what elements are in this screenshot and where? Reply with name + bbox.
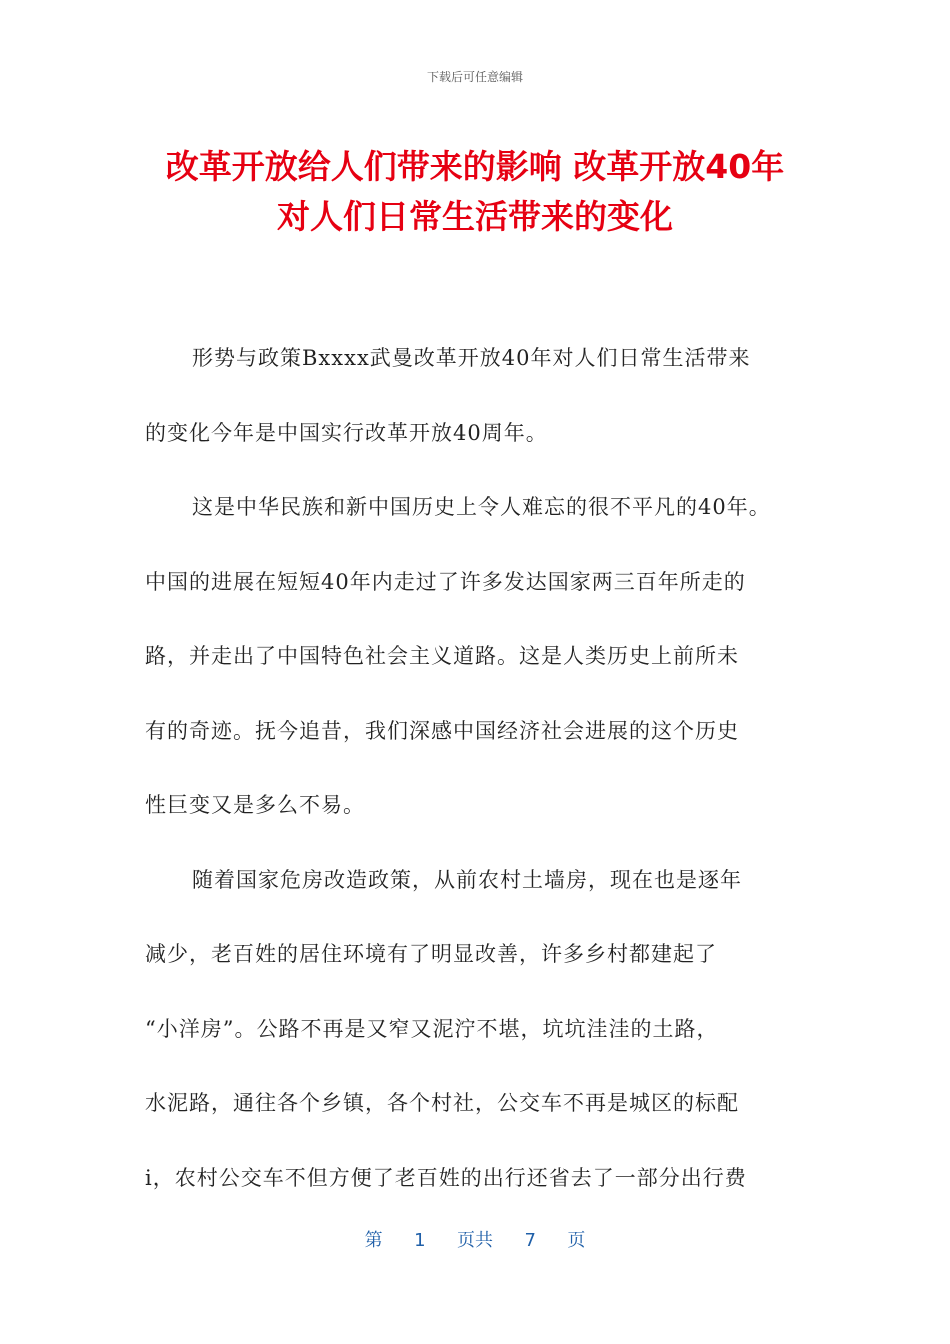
title-line-1: 改革开放给人们带来的影响 改革开放40年 (165, 147, 785, 186)
body-line: 随着国家危房改造政策，从前农村土墙房，现在也是逐年 (192, 867, 742, 892)
footer-middle: 页共 (457, 1230, 493, 1251)
footer-current-page: 1 (414, 1230, 426, 1251)
body-line: 水泥路，通往各个乡镇，各个村社，公交车不再是城区的标配 (145, 1091, 739, 1115)
footer-prefix: 第 (364, 1230, 383, 1251)
footer-suffix: 页 (567, 1230, 586, 1251)
document-body (145, 321, 810, 1215)
body-line: 减少，老百姓的居住环境有了明显改善，许多乡村都建起了 (145, 942, 717, 966)
body-line: “小洋房”。公路不再是又窄又泥泞不堪，坑坑洼洼的土路， (145, 1016, 719, 1041)
body-line: 中国的进展在短短40年内走过了许多发达国家两三百年所走的 (145, 569, 746, 594)
body-line: 的变化今年是中国实行改革开放40周年。 (145, 420, 548, 445)
body-line: 形势与政策Bxxxx武曼改革开放40年对人们日常生活带来 (192, 346, 751, 370)
document-title (120, 142, 830, 242)
title-line-2: 对人们日常生活带来的变化 (277, 197, 673, 236)
body-line: 有的奇迹。抚今追昔，我们深感中国经济社会进展的这个历史 (145, 718, 739, 743)
body-line: 路，并走出了中国特色社会主义道路。这是人类历史上前所未 (145, 644, 739, 668)
body-line: 这是中华民族和新中国历史上令人难忘的很不平凡的40年。 (192, 495, 771, 519)
body-line: 性巨变又是多么不易。 (145, 793, 365, 817)
body-line: i，农村公交车不但方便了老百姓的出行还省去了一部分出行费 (145, 1165, 747, 1190)
footer-total-pages: 7 (524, 1230, 536, 1251)
page-footer (0, 1226, 950, 1252)
header-note: 下载后可任意编辑 (426, 70, 523, 84)
